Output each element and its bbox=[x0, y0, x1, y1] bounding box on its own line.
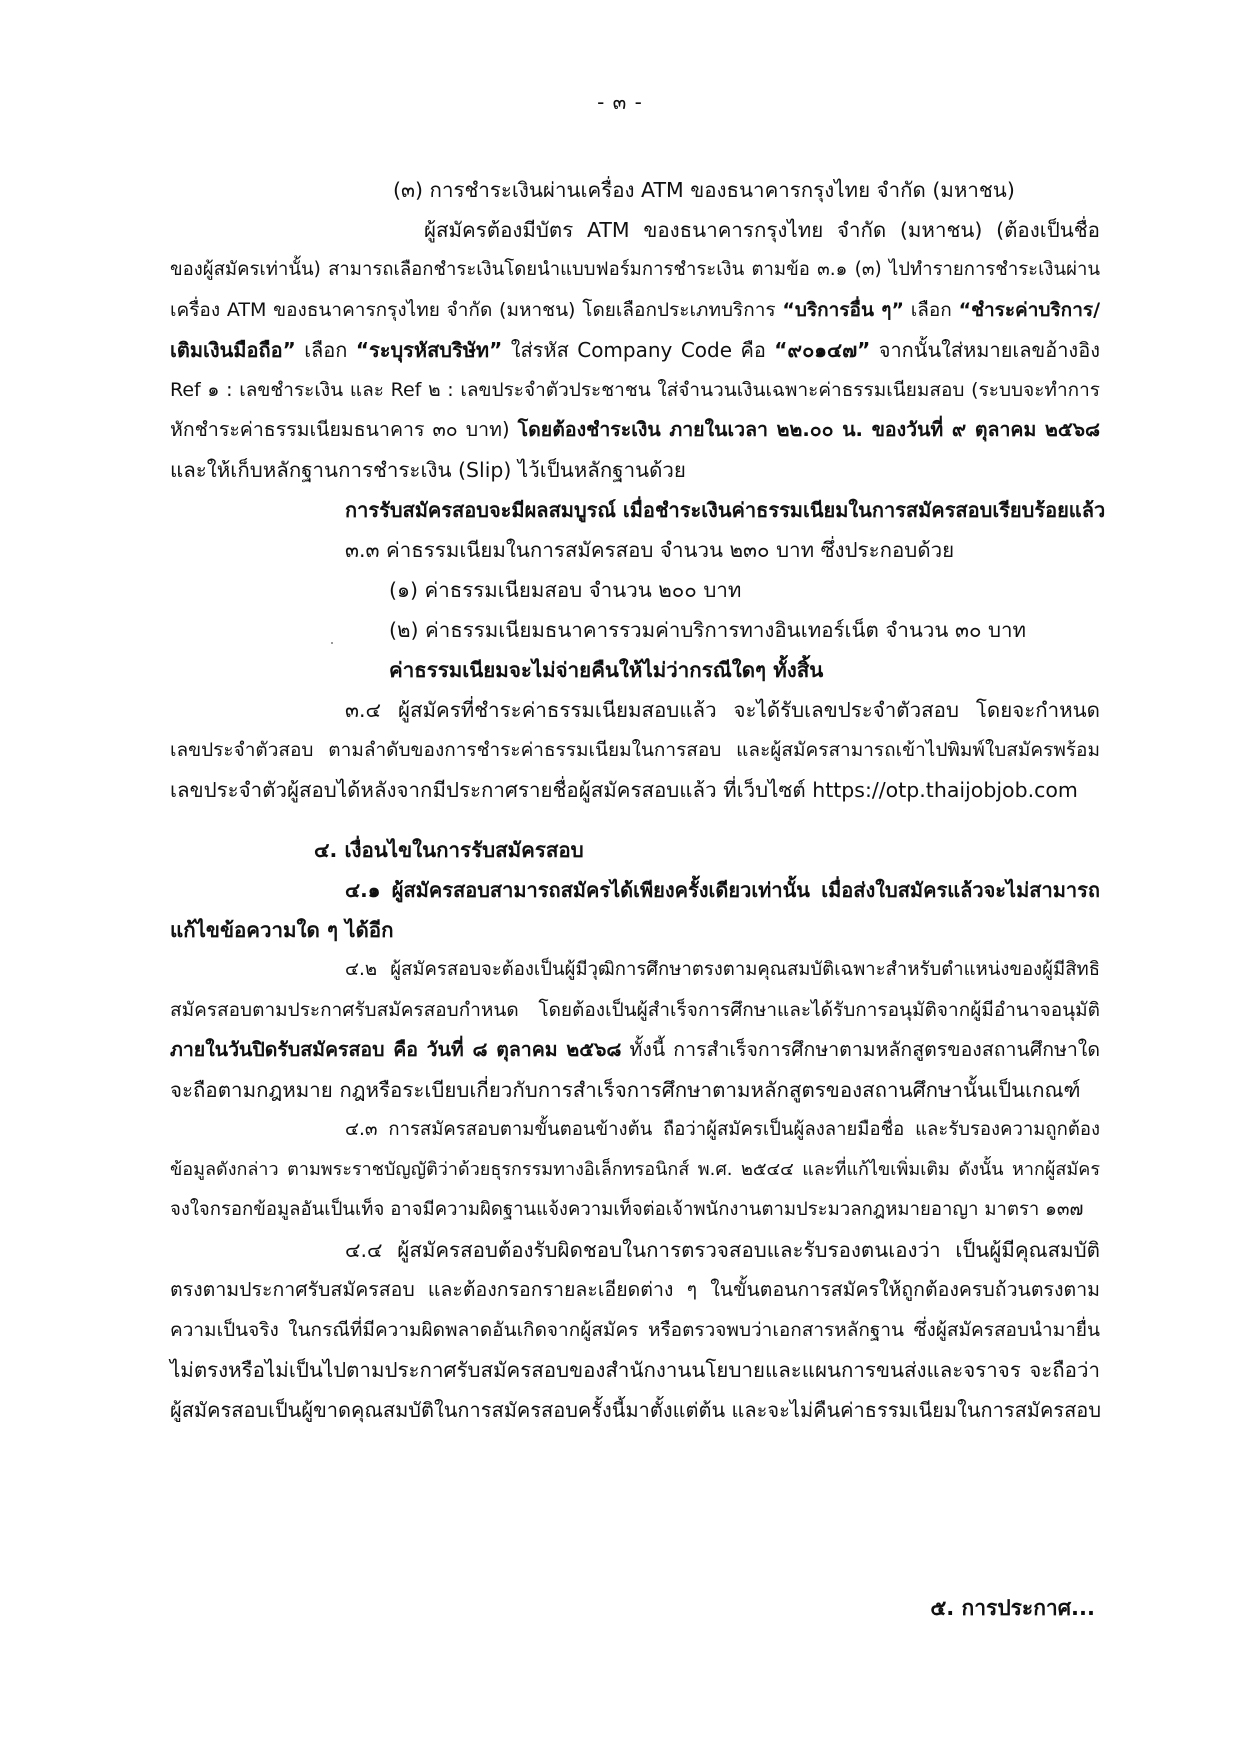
no-refund-note: ค่าธรรมเนียมจะไม่จ่ายคืนให้ไม่ว่ากรณีใดๆ ทั้งสิ้น bbox=[389, 658, 824, 682]
atm-para-line-3: เครื่อง ATM ของธนาคารกรุงไทย จำกัด (มหาชน) โดยเลือกประเภทบริการ “บริการอื่น ๆ” เลือก “ชำระค่าบริการ/ bbox=[170, 299, 1101, 321]
condition-4-2-line-3: ภายในวันปิดรับสมัครสอบ คือ วันที่ ๘ ตุลาคม ๒๕๖๘ ทั้งนี้ การสำเร็จการศึกษาตามหลักสูตรของสถานศึกษาใด bbox=[170, 1038, 1100, 1061]
exam-id-line-1: ๓.๔ ผู้สมัครที่ชำระค่าธรรมเนียมสอบแล้ว จะได้รับเลขประจำตัวสอบ โดยจะกำหนด bbox=[345, 698, 1100, 722]
condition-4-3-line-3: จงใจกรอกข้อมูลอันเป็นเท็จ อาจมีความผิดฐานแจ้งความเท็จต่อเจ้าพนักงานตามประมวลกฎหมายอาญา มาตรา ๑๓๗ bbox=[170, 1199, 1084, 1220]
conditions-heading: ๔. เงื่อนไขในการรับสมัครสอบ bbox=[314, 838, 584, 862]
fee-heading: ๓.๓ ค่าธรรมเนียมในการสมัครสอบ จำนวน ๒๓๐ บาท ซึ่งประกอบด้วย bbox=[345, 538, 955, 562]
atm-para-line-6: หักชำระค่าธรรมเนียมธนาคาร ๓๐ บาท) โดยต้องชำระเงิน ภายในเวลา ๒๒.๐๐ น. ของวันที่ ๙ ตุลาคม ๒๕๖๘ bbox=[170, 418, 1101, 441]
condition-4-4-line-1: ๔.๔ ผู้สมัครสอบต้องรับผิดชอบในการตรวจสอบและรับรองตนเองว่า เป็นผู้มีคุณสมบัติ bbox=[345, 1238, 1100, 1262]
exam-id-line-2: เลขประจำตัวสอบ ตามลำดับของการชำระค่าธรรมเนียมในการสอบ และผู้สมัครสามารถเข้าไปพิมพ์ใบสมัครพร้อม bbox=[170, 739, 1100, 761]
condition-4-2-line-2: สมัครสอบตามประกาศรับสมัครสอบกำหนด โดยต้องเป็นผู้สำเร็จการศึกษาและได้รับการอนุมัติจากผู้มีอำนาจอนุมัติ bbox=[170, 999, 1100, 1021]
condition-4-4-line-2: ตรงตามประกาศรับสมัครสอบ และต้องกรอกรายละเอียดต่าง ๆ ในขั้นตอนการสมัครให้ถูกต้องครบถ้วนตรงตาม bbox=[170, 1278, 1100, 1301]
atm-para-line-1: ผู้สมัครต้องมีบัตร ATM ของธนาคารกรุงไทย จำกัด (มหาชน) (ต้องเป็นชื่อ bbox=[424, 218, 1100, 242]
condition-4-2-line-1: ๔.๒ ผู้สมัครสอบจะต้องเป็นผู้มีวุฒิการศึกษาตรงตามคุณสมบัติเฉพาะสำหรับตำแหน่งของผู้มีสิทธิ bbox=[345, 959, 1100, 980]
fee-item-bank: (๒) ค่าธรรมเนียมธนาคารรวมค่าบริการทางอินเทอร์เน็ต จำนวน ๓๐ บาท bbox=[389, 618, 1027, 642]
condition-4-3-line-1: ๔.๓ การสมัครสอบตามขั้นตอนข้างต้น ถือว่าผู้สมัครเป็นผู้ลงลายมือชื่อ และรับรองความถูกต้อง bbox=[345, 1119, 1100, 1140]
next-page-continuation: ๕. การประกาศ... bbox=[930, 1596, 1095, 1620]
atm-para-line-5: Ref ๑ : เลขชำระเงิน และ Ref ๒ : เลขประจำตัวประชาชน ใส่จำนวนเงินเฉพาะค่าธรรมเนียมสอบ (ระบบจะทำการ bbox=[170, 379, 1100, 401]
page-number: - ๓ - bbox=[597, 90, 643, 114]
atm-para-line-7: และให้เก็บหลักฐานการชำระเงิน (Slip) ไว้เป็นหลักฐานด้วย bbox=[170, 458, 686, 482]
exam-id-line-3: เลขประจำตัวผู้สอบได้หลังจากมีประกาศรายชื่อผู้สมัครสอบแล้ว ที่เว็บไซต์ https://otp.thaijobjob.com bbox=[170, 778, 1078, 802]
application-complete-note: การรับสมัครสอบจะมีผลสมบูรณ์ เมื่อชำระเงินค่าธรรมเนียมในการสมัครสอบเรียบร้อยแล้ว bbox=[345, 498, 1106, 522]
scan-speck bbox=[331, 642, 333, 644]
atm-para-line-2: ของผู้สมัครเท่านั้น) สามารถเลือกชำระเงินโดยนำแบบฟอร์มการชำระเงิน ตามข้อ ๓.๑ (๓) ไปทำรายการชำระเงินผ่าน bbox=[170, 259, 1100, 280]
condition-4-3-line-2: ข้อมูลดังกล่าว ตามพระราชบัญญัติว่าด้วยธุรกรรมทางอิเล็กทรอนิกส์ พ.ศ. ๒๕๔๔ และที่แก้ไขเพิ่มเติม ดังนั้น หากผู้สมัคร bbox=[170, 1159, 1100, 1180]
condition-4-1-line-2: แก้ไขข้อความใด ๆ ได้อีก bbox=[170, 918, 394, 942]
atm-payment-heading: (๓) การชำระเงินผ่านเครื่อง ATM ของธนาคารกรุงไทย จำกัด (มหาชน) bbox=[393, 178, 1015, 202]
atm-para-line-4: เติมเงินมือถือ” เลือก “ระบุรหัสบริษัท” ใส่รหัส Company Code คือ “๙๐๑๔๗” จากนั้นใส่หมายเลขอ้างอิง bbox=[170, 338, 1100, 362]
condition-4-4-line-3: ความเป็นจริง ในกรณีที่มีความผิดพลาดอันเกิดจากผู้สมัคร หรือตรวจพบว่าเอกสารหลักฐาน ซึ่งผู้สมัครสอบนำมายื่น bbox=[170, 1319, 1100, 1341]
condition-4-2-line-4: จะถือตามกฎหมาย กฎหรือระเบียบเกี่ยวกับการสำเร็จการศึกษาตามหลักสูตรของสถานศึกษานั้นเป็นเกณฑ์ bbox=[170, 1078, 1081, 1102]
condition-4-1-line-1: ๔.๑ ผู้สมัครสอบสามารถสมัครได้เพียงครั้งเดียวเท่านั้น เมื่อส่งใบสมัครแล้วจะไม่สามารถ bbox=[345, 878, 1100, 902]
condition-4-4-line-4: ไม่ตรงหรือไม่เป็นไปตามประกาศรับสมัครสอบของสำนักงานนโยบายและแผนการขนส่งและจราจร จะถือว่า bbox=[170, 1358, 1100, 1382]
condition-4-4-line-5: ผู้สมัครสอบเป็นผู้ขาดคุณสมบัติในการสมัครสอบครั้งนี้มาตั้งแต่ต้น และจะไม่คืนค่าธรรมเนียมในการสมัครสอบ bbox=[170, 1398, 1102, 1422]
fee-item-exam: (๑) ค่าธรรมเนียมสอบ จำนวน ๒๐๐ บาท bbox=[389, 578, 742, 602]
